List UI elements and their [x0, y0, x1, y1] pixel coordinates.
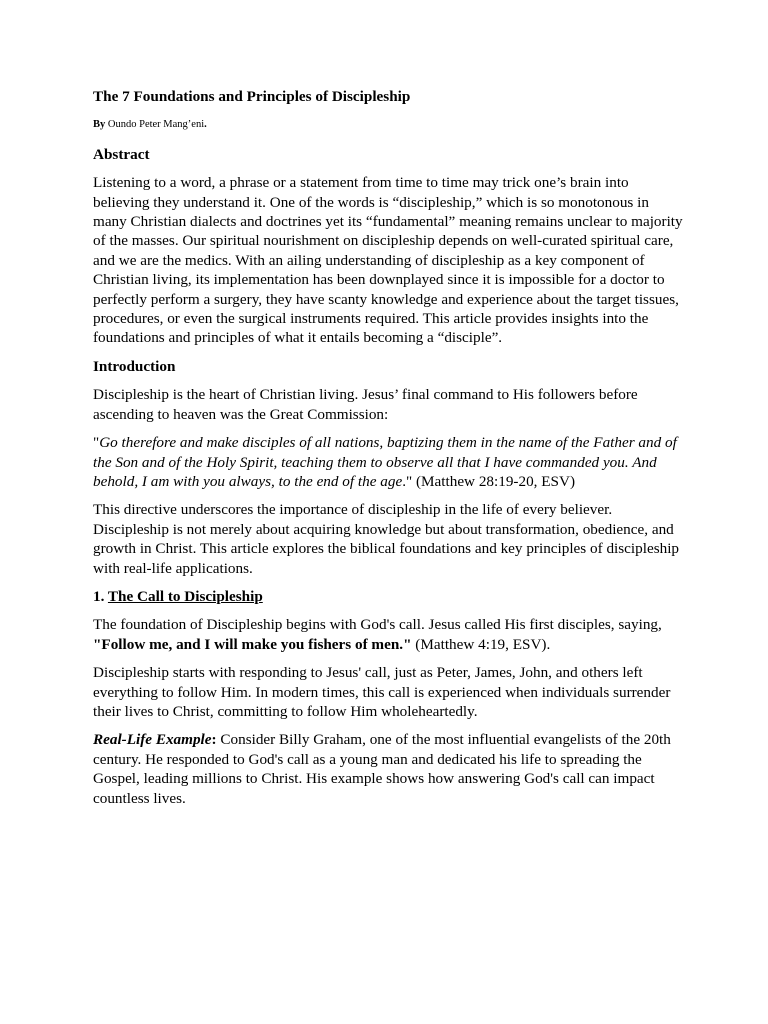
section-1-para1-end: (Matthew 4:19, ESV). — [411, 635, 551, 653]
introduction-paragraph-1: Discipleship is the heart of Christian living. Jesus’ final command to His followers before ascending to heaven was the Great Commission: — [93, 386, 638, 423]
example-label: Real-Life Example — [93, 731, 212, 749]
real-life-example — [93, 730, 683, 808]
section-1-paragraph-2: Discipleship starts with responding to Jesus' call, just as Peter, James, John, and others left everything to follow Him. In modern times, this call is experienced when individuals surrender their lives to Christ, committing to follow Him wholeheartedly. — [93, 664, 671, 720]
author-name: Oundo Peter Mang’eni — [107, 119, 205, 131]
abstract-heading: Abstract — [93, 145, 150, 163]
document-title: The 7 Foundations and Principles of Discipleship — [93, 88, 411, 105]
document-page — [93, 87, 683, 817]
example-text: Consider Billy Graham, one of the most influential evangelists of the 20th century. He responded to God's call as a young man and dedicated his life to spreading the Gospel, leading millions to Christ. His example shows how answering God's call can impact countless lives. — [93, 731, 671, 807]
introduction-heading: Introduction — [93, 357, 176, 375]
section-1-number: 1. — [93, 587, 108, 605]
quote-open: " — [93, 434, 100, 452]
abstract-paragraph: Listening to a word, a phrase or a statement from time to time may trick one’s brain into believing they understand it. One of the words is “discipleship,” which is so monotonous in many Christian dialects and doctrines yet its “fundamental” meaning remains unclear to majority of the masses. Our spiritual nourishment on discipleship depends on well-curated spiritual care, and we are the medics. With an ailing understanding of discipleship as a key component of Christian living, its implementation has been downplayed since it is impossible for a doctor to perfectly perform a surgery, they have scanty knowledge and experience about the target tissues, procedures, or even the surgical instruments required. This article provides insights into the foundations and principles of what it entails becoming a “disciple”. — [93, 174, 683, 347]
byline-prefix: By — [93, 119, 106, 131]
section-1-heading — [93, 587, 683, 606]
byline — [93, 115, 683, 134]
section-1-title: The Call to Discipleship — [107, 587, 263, 605]
section-1-paragraph-1 — [93, 615, 683, 654]
quote-text: Go therefore and make disciples of all nations, baptizing them in the name of the Father and of the Son and of the Holy Spirit, teaching them to observe all that I have commanded you. And behold, I am with you always, to the end of the age — [93, 434, 677, 490]
quote-reference: ." (Matthew 28:19-20, ESV) — [402, 472, 576, 490]
byline-suffix: . — [204, 119, 207, 131]
section-1-para1-start: The foundation of Discipleship begins with God's call. Jesus called His first disciples, saying, — [93, 616, 662, 634]
scripture-quote — [93, 433, 683, 491]
example-colon: : — [211, 731, 217, 749]
introduction-paragraph-2: This directive underscores the importance of discipleship in the life of every believer. Discipleship is not merely about acquiring knowledge but about transformation, obedience, and growth in Christ. This article explores the biblical foundations and key principles of discipleship with real-life applications. — [93, 501, 680, 577]
section-1-quote: "Follow me, and I will make you fishers of men." — [93, 635, 412, 653]
